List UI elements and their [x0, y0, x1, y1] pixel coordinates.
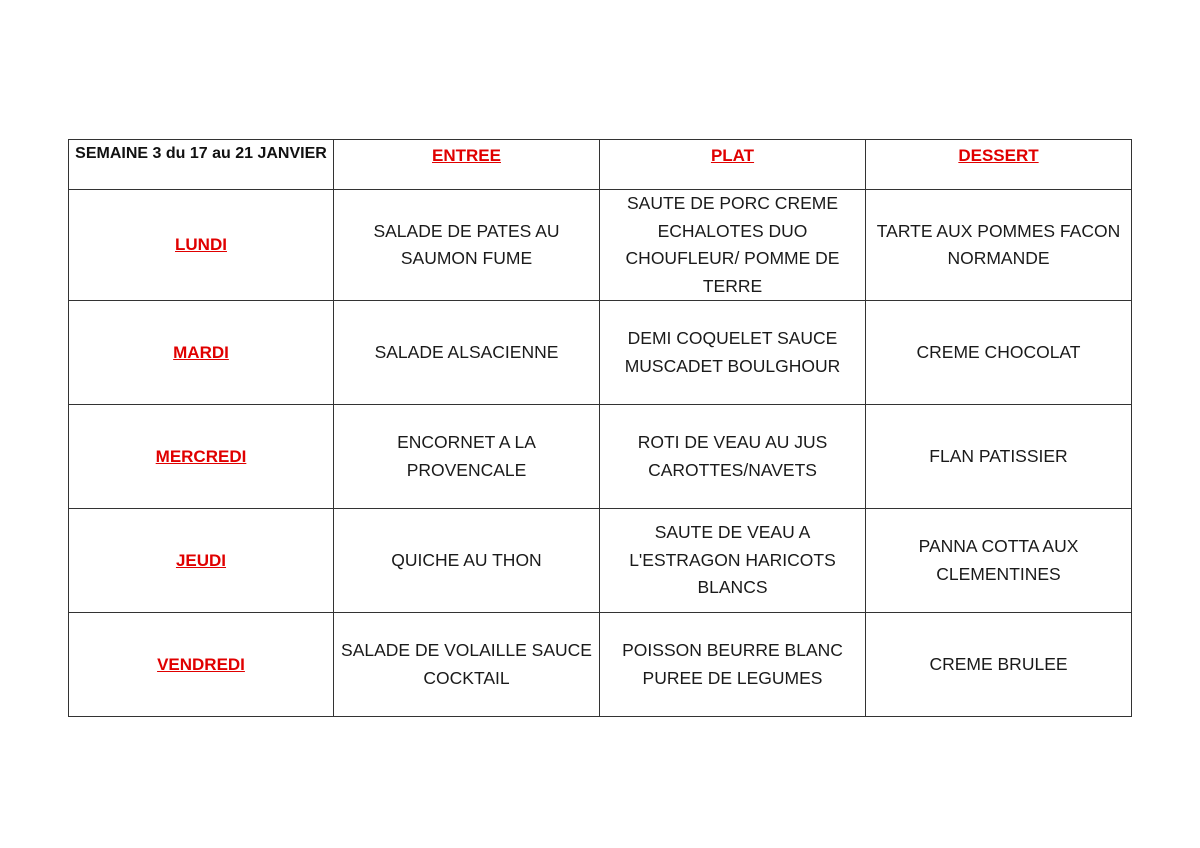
entree-cell	[334, 405, 600, 509]
day-cell	[69, 190, 334, 301]
entree-cell	[334, 190, 600, 301]
plat-cell	[600, 301, 866, 405]
day-label: LUNDI	[175, 235, 227, 255]
entree-header-cell	[334, 140, 600, 190]
dessert-dish: CREME CHOCOLAT	[916, 341, 1081, 362]
dessert-cell	[866, 190, 1132, 301]
entree-dish: ENCORNET A LA PROVENCALE	[397, 432, 536, 480]
entree-cell	[334, 613, 600, 717]
entree-dish: SALADE DE VOLAILLE SAUCE COCKTAIL	[341, 640, 592, 688]
entree-dish: QUICHE AU THON	[391, 549, 542, 570]
plat-header-cell	[600, 140, 866, 190]
plat-dish: POISSON BEURRE BLANC PUREE DE LEGUMES	[622, 640, 843, 688]
entree-header: ENTREE	[432, 146, 501, 165]
dessert-dish: TARTE AUX POMMES FACON NORMANDE	[876, 220, 1121, 268]
plat-cell	[600, 190, 866, 301]
plat-dish: ROTI DE VEAU AU JUS CAROTTES/NAVETS	[637, 432, 828, 480]
day-cell	[69, 613, 334, 717]
dessert-header-cell	[866, 140, 1132, 190]
plat-dish: SAUTE DE VEAU A L'ESTRAGON HARICOTS BLANCS	[629, 522, 836, 598]
dessert-cell	[866, 509, 1132, 613]
entree-dish: SALADE ALSACIENNE	[374, 341, 559, 362]
menu-row-lundi	[69, 190, 1132, 301]
dessert-cell	[866, 613, 1132, 717]
menu-row-mardi	[69, 301, 1132, 405]
dessert-dish: FLAN PATISSIER	[929, 445, 1068, 466]
dessert-cell	[866, 301, 1132, 405]
plat-cell	[600, 405, 866, 509]
entree-cell	[334, 509, 600, 613]
day-cell	[69, 405, 334, 509]
plat-dish: SAUTE DE PORC CREME ECHALOTES DUO CHOUFLEUR/ POMME DE TERRE	[625, 193, 840, 296]
menu-row-jeudi	[69, 509, 1132, 613]
dessert-dish: PANNA COTTA AUX CLEMENTINES	[918, 536, 1079, 584]
week-label-cell	[69, 140, 334, 190]
entree-dish: SALADE DE PATES AU SAUMON FUME	[373, 220, 560, 268]
dessert-cell	[866, 405, 1132, 509]
day-label: MERCREDI	[155, 446, 247, 466]
entree-cell	[334, 301, 600, 405]
dessert-header: DESSERT	[958, 146, 1039, 165]
menu-row-vendredi	[69, 613, 1132, 717]
day-label: JEUDI	[175, 550, 227, 570]
weekly-menu-table	[68, 139, 1132, 717]
header-row	[69, 140, 1132, 190]
plat-dish: DEMI COQUELET SAUCE MUSCADET BOULGHOUR	[624, 328, 841, 376]
day-cell	[69, 301, 334, 405]
dessert-dish: CREME BRULEE	[929, 653, 1068, 674]
day-label: VENDREDI	[157, 654, 245, 674]
day-label: MARDI	[173, 342, 229, 362]
menu-row-mercredi	[69, 405, 1132, 509]
plat-header: PLAT	[710, 146, 755, 165]
plat-cell	[600, 509, 866, 613]
plat-cell	[600, 613, 866, 717]
week-label: SEMAINE 3 du 17 au 21 JANVIER	[75, 145, 327, 162]
day-cell	[69, 509, 334, 613]
